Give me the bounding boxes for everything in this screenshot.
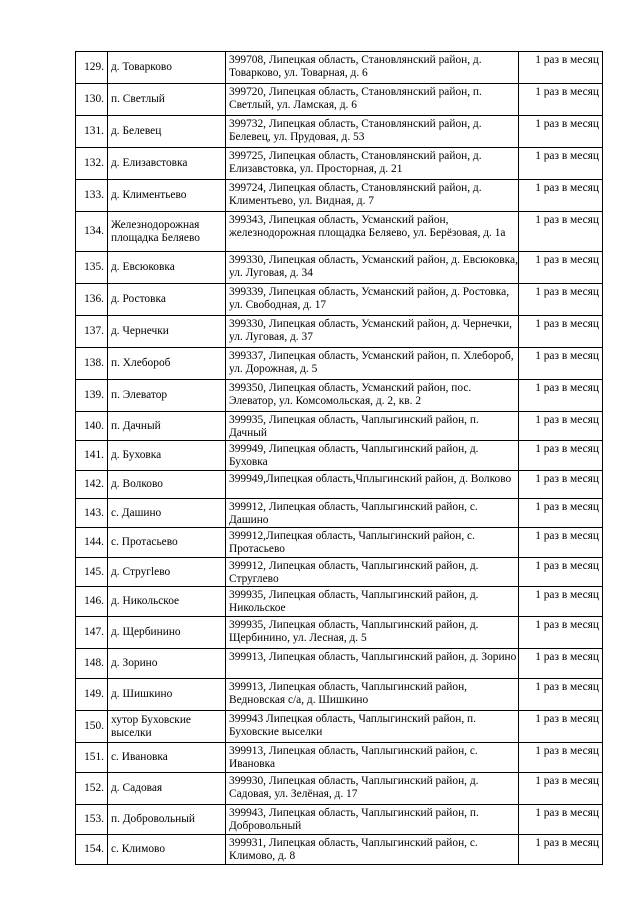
row-number: 149. xyxy=(76,679,108,711)
table-row xyxy=(76,284,603,316)
row-number: 133. xyxy=(76,180,108,212)
row-number: 151. xyxy=(76,743,108,773)
table-row xyxy=(76,679,603,711)
settlement-address: 399339, Липецкая область, Усманский район, д. Ростовка, ул. Свободная, д. 17 xyxy=(226,284,519,316)
table-row xyxy=(76,441,603,471)
settlement-address: 399330, Липецкая область, Усманский район, д. Чернечки, ул. Луговая, д. 37 xyxy=(226,316,519,348)
table-row xyxy=(76,180,603,212)
settlement-address: 399708, Липецкая область, Становлянский район, д. Товарково, ул. Товарная, д. 6 xyxy=(226,52,519,84)
table-row xyxy=(76,316,603,348)
visit-frequency: 1 раз в месяц xyxy=(519,528,603,558)
settlement-name: с. Климово xyxy=(108,835,226,865)
settlement-name: д. Евсюковка xyxy=(108,252,226,284)
visit-frequency: 1 раз в месяц xyxy=(519,558,603,587)
table-row xyxy=(76,835,603,865)
settlement-name: п. Светлый xyxy=(108,84,226,116)
row-number: 140. xyxy=(76,412,108,441)
settlement-name: с. Протасьево xyxy=(108,528,226,558)
row-number: 136. xyxy=(76,284,108,316)
table-row xyxy=(76,412,603,441)
row-number: 146. xyxy=(76,587,108,617)
settlement-name: д. Чернечки xyxy=(108,316,226,348)
row-number: 145. xyxy=(76,558,108,587)
table-row xyxy=(76,528,603,558)
settlement-address: 399725, Липецкая область, Становлянский район, д. Елизавстовка, ул. Просторная, д. 21 xyxy=(226,148,519,180)
row-number: 154. xyxy=(76,835,108,865)
settlement-name: д. Стругleво xyxy=(108,558,226,587)
settlement-name: д. Ростовка xyxy=(108,284,226,316)
table-row xyxy=(76,711,603,743)
table-row xyxy=(76,743,603,773)
row-number: 139. xyxy=(76,380,108,412)
visit-frequency: 1 раз в месяц xyxy=(519,441,603,471)
row-number: 153. xyxy=(76,805,108,835)
settlement-address: 399943, Липецкая область, Чаплыгинский район, п. Добровольный xyxy=(226,805,519,835)
settlement-name: д. Зорино xyxy=(108,649,226,679)
visit-frequency: 1 раз в месяц xyxy=(519,52,603,84)
row-number: 150. xyxy=(76,711,108,743)
visit-frequency: 1 раз в месяц xyxy=(519,412,603,441)
visit-frequency: 1 раз в месяц xyxy=(519,743,603,773)
settlement-name: д. Щербинино xyxy=(108,617,226,649)
row-number: 134. xyxy=(76,212,108,252)
settlement-address: 399935, Липецкая область, Чаплыгинский район, п. Дачный xyxy=(226,412,519,441)
table-row xyxy=(76,649,603,679)
visit-frequency: 1 раз в месяц xyxy=(519,649,603,679)
table-row xyxy=(76,212,603,252)
settlement-name: д. Шишкино xyxy=(108,679,226,711)
settlement-address: 399949,Липецкая область,Чплыгинский район, д. Волково xyxy=(226,471,519,499)
settlement-address: 399930, Липецкая область, Чаплыгинский район, д. Садовая, ул. Зелёная, д. 17 xyxy=(226,773,519,805)
row-number: 135. xyxy=(76,252,108,284)
table-row xyxy=(76,380,603,412)
settlement-name: Железнодорожная площадка Беляево xyxy=(108,212,226,252)
row-number: 130. xyxy=(76,84,108,116)
settlement-address: 399720, Липецкая область, Становлянский район, п. Светлый, ул. Ламская, д. 6 xyxy=(226,84,519,116)
settlement-address: 399912,Липецкая область, Чаплыгинский район, с. Протасьево xyxy=(226,528,519,558)
row-number: 138. xyxy=(76,348,108,380)
table-row xyxy=(76,52,603,84)
settlement-address: 399330, Липецкая область, Усманский район, д. Евсюковка, ул. Луговая, д. 34 xyxy=(226,252,519,284)
table-row xyxy=(76,148,603,180)
table-row xyxy=(76,499,603,528)
visit-frequency: 1 раз в месяц xyxy=(519,284,603,316)
visit-frequency: 1 раз в месяц xyxy=(519,835,603,865)
table-row xyxy=(76,348,603,380)
settlement-address: 399913, Липецкая область, Чаплыгинский район, Ведновская с/а, д. Шишкино xyxy=(226,679,519,711)
table-row xyxy=(76,587,603,617)
row-number: 142. xyxy=(76,471,108,499)
settlement-address: 399931, Липецкая область, Чаплыгинский район, с. Климово, д. 8 xyxy=(226,835,519,865)
settlements-table-container xyxy=(75,51,602,865)
settlement-address: 399724, Липецкая область, Становлянский район, д. Климентьево, ул. Видная, д. 7 xyxy=(226,180,519,212)
settlement-name: п. Элеватор xyxy=(108,380,226,412)
visit-frequency: 1 раз в месяц xyxy=(519,679,603,711)
settlement-name: д. Волково xyxy=(108,471,226,499)
row-number: 144. xyxy=(76,528,108,558)
visit-frequency: 1 раз в месяц xyxy=(519,148,603,180)
visit-frequency: 1 раз в месяц xyxy=(519,617,603,649)
table-row xyxy=(76,805,603,835)
table-row xyxy=(76,252,603,284)
settlement-address: 399350, Липецкая область, Усманский район, пос. Элеватор, ул. Комсомольская, д. 2, кв. 2 xyxy=(226,380,519,412)
visit-frequency: 1 раз в месяц xyxy=(519,252,603,284)
row-number: 137. xyxy=(76,316,108,348)
settlement-address: 399935, Липецкая область, Чаплыгинский район, д. Щербинино, ул. Лесная, д. 5 xyxy=(226,617,519,649)
visit-frequency: 1 раз в месяц xyxy=(519,471,603,499)
settlement-address: 399732, Липецкая область, Становлянский район, д. Белевец, ул. Прудовая, д. 53 xyxy=(226,116,519,148)
table-row xyxy=(76,116,603,148)
table-row xyxy=(76,84,603,116)
visit-frequency: 1 раз в месяц xyxy=(519,212,603,252)
settlement-address: 399343, Липецкая область, Усманский район, железнодорожная площадка Беляево, ул. Берёзовая, д. 1а xyxy=(226,212,519,252)
visit-frequency: 1 раз в месяц xyxy=(519,587,603,617)
settlement-address: 399913, Липецкая область, Чаплыгинский район, д. Зорино xyxy=(226,649,519,679)
row-number: 141. xyxy=(76,441,108,471)
settlement-name: д. Климентьево xyxy=(108,180,226,212)
settlement-name: с. Ивановка xyxy=(108,743,226,773)
visit-frequency: 1 раз в месяц xyxy=(519,805,603,835)
settlement-name: п. Хлебороб xyxy=(108,348,226,380)
visit-frequency: 1 раз в месяц xyxy=(519,499,603,528)
settlement-address: 399337, Липецкая область, Усманский район, п. Хлебороб, ул. Дорожная, д. 5 xyxy=(226,348,519,380)
settlement-name: д. Буховка xyxy=(108,441,226,471)
visit-frequency: 1 раз в месяц xyxy=(519,116,603,148)
settlement-name: д. Елизавстовка xyxy=(108,148,226,180)
settlement-address: 399913, Липецкая область, Чаплыгинский район, с. Ивановка xyxy=(226,743,519,773)
visit-frequency: 1 раз в месяц xyxy=(519,773,603,805)
settlements-table xyxy=(75,51,603,865)
visit-frequency: 1 раз в месяц xyxy=(519,711,603,743)
settlement-name: д. Товарково xyxy=(108,52,226,84)
settlement-name: п. Дачный xyxy=(108,412,226,441)
settlement-name: д. Садовая xyxy=(108,773,226,805)
visit-frequency: 1 раз в месяц xyxy=(519,316,603,348)
table-row xyxy=(76,773,603,805)
settlement-address: 399912, Липецкая область, Чаплыгинский район, д. Струглево xyxy=(226,558,519,587)
visit-frequency: 1 раз в месяц xyxy=(519,180,603,212)
settlement-name: д. Белевец xyxy=(108,116,226,148)
settlement-name: п. Добровольный xyxy=(108,805,226,835)
table-row xyxy=(76,617,603,649)
settlement-name: д. Никольское xyxy=(108,587,226,617)
table-row xyxy=(76,558,603,587)
visit-frequency: 1 раз в месяц xyxy=(519,380,603,412)
row-number: 143. xyxy=(76,499,108,528)
row-number: 148. xyxy=(76,649,108,679)
table-row xyxy=(76,471,603,499)
row-number: 147. xyxy=(76,617,108,649)
row-number: 131. xyxy=(76,116,108,148)
settlement-name: хутор Буховские выселки xyxy=(108,711,226,743)
settlement-address: 399949, Липецкая область, Чаплыгинский район, д. Буховка xyxy=(226,441,519,471)
table-body xyxy=(76,52,603,865)
visit-frequency: 1 раз в месяц xyxy=(519,84,603,116)
settlement-name: с. Дашино xyxy=(108,499,226,528)
visit-frequency: 1 раз в месяц xyxy=(519,348,603,380)
settlement-address: 399935, Липецкая область, Чаплыгинский район, д. Никольское xyxy=(226,587,519,617)
row-number: 129. xyxy=(76,52,108,84)
settlement-address: 399943 Липецкая область, Чаплыгинский район, п. Буховские выселки xyxy=(226,711,519,743)
row-number: 152. xyxy=(76,773,108,805)
settlement-address: 399912, Липецкая область, Чаплыгинский район, с. Дашино xyxy=(226,499,519,528)
row-number: 132. xyxy=(76,148,108,180)
